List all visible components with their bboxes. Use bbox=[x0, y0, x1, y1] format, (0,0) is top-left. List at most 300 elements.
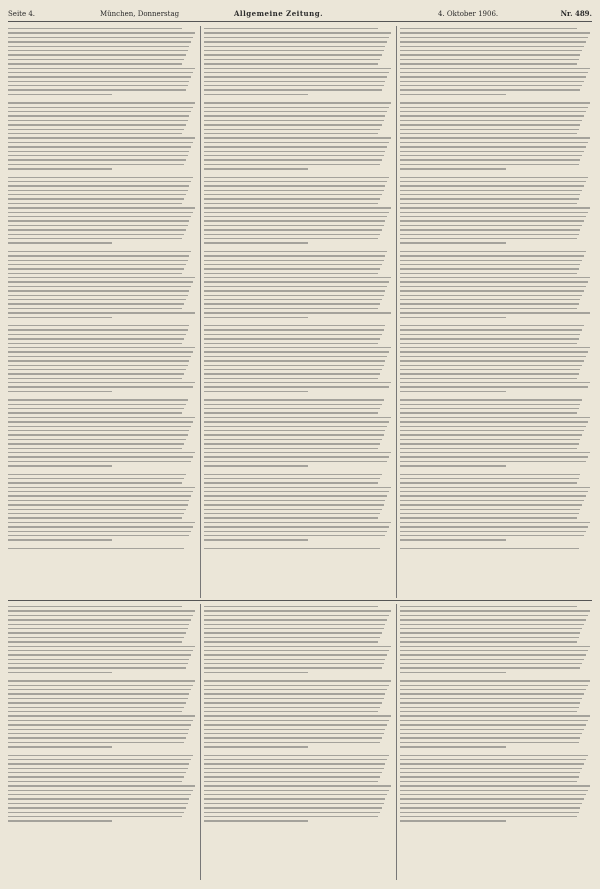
text-line bbox=[400, 207, 590, 208]
text-line bbox=[400, 50, 582, 51]
text-line bbox=[204, 426, 387, 427]
text-line bbox=[400, 517, 577, 518]
text-line bbox=[204, 430, 385, 431]
text-line bbox=[204, 59, 380, 60]
text-line bbox=[204, 137, 391, 138]
text-line bbox=[400, 513, 579, 514]
text-line bbox=[400, 242, 506, 243]
text-line bbox=[400, 531, 586, 532]
text-line bbox=[400, 76, 586, 77]
text-line bbox=[204, 177, 389, 178]
text-line bbox=[8, 434, 188, 435]
text-line bbox=[8, 531, 191, 532]
text-line bbox=[8, 715, 195, 716]
text-line bbox=[204, 807, 382, 808]
text-line bbox=[400, 190, 582, 191]
text-line bbox=[8, 763, 189, 764]
text-line bbox=[400, 632, 580, 633]
upper-column-1 bbox=[8, 28, 197, 594]
text-line bbox=[204, 194, 382, 195]
text-line bbox=[400, 785, 590, 786]
newspaper-title: Allgemeine Zeitung. bbox=[234, 9, 324, 18]
text-line bbox=[400, 115, 584, 116]
text-line bbox=[400, 495, 586, 496]
text-line bbox=[400, 637, 579, 638]
text-line bbox=[8, 194, 186, 195]
text-line bbox=[204, 203, 378, 204]
text-line bbox=[8, 685, 193, 686]
text-line bbox=[8, 72, 193, 73]
upper-column-3 bbox=[400, 28, 592, 594]
text-line bbox=[8, 317, 112, 318]
text-line bbox=[8, 281, 193, 282]
text-line bbox=[8, 606, 182, 607]
text-line bbox=[400, 329, 582, 330]
page-number: Seite 4. bbox=[8, 10, 36, 18]
text-line bbox=[8, 386, 193, 387]
text-line bbox=[400, 325, 584, 326]
text-line bbox=[204, 155, 384, 156]
text-line bbox=[8, 724, 191, 725]
text-line bbox=[204, 610, 391, 611]
text-line bbox=[400, 146, 586, 147]
text-line bbox=[8, 768, 188, 769]
text-line bbox=[400, 299, 580, 300]
text-line bbox=[400, 619, 586, 620]
text-line bbox=[204, 698, 384, 699]
text-line bbox=[400, 382, 590, 383]
text-line bbox=[8, 111, 191, 112]
text-line bbox=[400, 281, 588, 282]
text-line bbox=[8, 54, 186, 55]
text-line bbox=[400, 37, 588, 38]
text-line bbox=[8, 177, 193, 178]
text-line bbox=[8, 365, 188, 366]
text-line bbox=[204, 72, 389, 73]
text-line bbox=[8, 448, 182, 449]
text-line bbox=[204, 225, 384, 226]
text-line bbox=[204, 142, 389, 143]
text-line bbox=[204, 619, 387, 620]
text-line bbox=[400, 229, 580, 230]
header-rule bbox=[8, 21, 592, 22]
text-line bbox=[400, 711, 577, 712]
text-line bbox=[204, 124, 382, 125]
text-line bbox=[204, 85, 384, 86]
text-line bbox=[400, 124, 580, 125]
text-line bbox=[8, 680, 195, 681]
text-line bbox=[400, 255, 584, 256]
text-line bbox=[8, 781, 182, 782]
text-line bbox=[8, 404, 186, 405]
text-line bbox=[8, 85, 188, 86]
text-line bbox=[8, 94, 112, 95]
text-line bbox=[8, 369, 186, 370]
text-line bbox=[8, 338, 184, 339]
text-line bbox=[204, 737, 382, 738]
text-line bbox=[204, 408, 380, 409]
text-line bbox=[204, 790, 389, 791]
text-line bbox=[204, 417, 391, 418]
text-line bbox=[8, 663, 188, 664]
text-line bbox=[204, 526, 389, 527]
text-line bbox=[204, 268, 380, 269]
text-line bbox=[8, 124, 186, 125]
text-line bbox=[8, 299, 186, 300]
text-line bbox=[400, 290, 584, 291]
text-line bbox=[400, 386, 588, 387]
text-line bbox=[204, 190, 384, 191]
text-line bbox=[8, 146, 191, 147]
text-line bbox=[400, 155, 582, 156]
text-line bbox=[204, 229, 382, 230]
text-line bbox=[400, 41, 586, 42]
text-line bbox=[204, 632, 382, 633]
text-line bbox=[204, 452, 391, 453]
text-line bbox=[204, 264, 382, 265]
text-line bbox=[400, 693, 584, 694]
text-line bbox=[8, 120, 188, 121]
text-line bbox=[400, 421, 588, 422]
text-line bbox=[400, 343, 577, 344]
text-line bbox=[204, 281, 389, 282]
text-line bbox=[204, 465, 308, 466]
text-line bbox=[400, 615, 588, 616]
text-line bbox=[400, 794, 586, 795]
text-line bbox=[204, 94, 308, 95]
text-line bbox=[400, 482, 577, 483]
publication-date: 4. Oktober 1906. bbox=[438, 10, 499, 18]
text-line bbox=[400, 654, 586, 655]
text-line bbox=[204, 513, 380, 514]
text-line bbox=[8, 198, 184, 199]
text-line bbox=[204, 504, 384, 505]
text-line bbox=[400, 790, 588, 791]
text-line bbox=[400, 251, 586, 252]
text-line bbox=[8, 203, 182, 204]
text-line bbox=[204, 151, 385, 152]
text-line bbox=[400, 351, 588, 352]
text-line bbox=[8, 430, 189, 431]
text-line bbox=[204, 120, 384, 121]
text-line bbox=[8, 482, 182, 483]
text-line bbox=[204, 746, 308, 747]
text-line bbox=[400, 338, 579, 339]
text-line bbox=[8, 399, 188, 400]
text-line bbox=[204, 54, 382, 55]
text-line bbox=[8, 628, 188, 629]
text-line bbox=[8, 794, 191, 795]
text-line bbox=[204, 32, 391, 33]
text-line bbox=[8, 539, 112, 540]
text-line bbox=[8, 672, 112, 673]
text-line bbox=[400, 641, 577, 642]
text-line bbox=[8, 689, 191, 690]
text-line bbox=[8, 487, 195, 488]
text-line bbox=[8, 746, 112, 747]
text-line bbox=[400, 504, 582, 505]
text-line bbox=[400, 308, 577, 309]
text-line bbox=[8, 273, 182, 274]
text-line bbox=[204, 386, 389, 387]
text-line bbox=[8, 290, 189, 291]
text-line bbox=[204, 755, 389, 756]
text-line bbox=[204, 290, 385, 291]
text-line bbox=[8, 807, 186, 808]
text-line bbox=[8, 517, 182, 518]
feuilleton-column-2 bbox=[204, 606, 393, 879]
text-line bbox=[8, 115, 189, 116]
text-line bbox=[8, 421, 193, 422]
text-line bbox=[8, 711, 182, 712]
text-line bbox=[204, 487, 391, 488]
text-line bbox=[400, 216, 586, 217]
text-line bbox=[204, 654, 387, 655]
text-line bbox=[8, 812, 184, 813]
text-line bbox=[400, 724, 586, 725]
text-line bbox=[400, 312, 590, 313]
text-line bbox=[400, 487, 590, 488]
column-divider bbox=[396, 604, 397, 880]
text-line bbox=[204, 102, 391, 103]
text-line bbox=[204, 325, 385, 326]
text-line bbox=[8, 347, 195, 348]
text-line bbox=[204, 317, 308, 318]
text-line bbox=[8, 334, 186, 335]
text-line bbox=[204, 107, 389, 108]
text-line bbox=[204, 781, 378, 782]
text-line bbox=[400, 28, 577, 29]
text-line bbox=[204, 303, 380, 304]
text-line bbox=[8, 329, 188, 330]
text-line bbox=[8, 133, 182, 134]
text-line bbox=[400, 478, 579, 479]
text-line bbox=[400, 194, 580, 195]
text-line bbox=[204, 404, 382, 405]
text-line bbox=[8, 260, 188, 261]
text-line bbox=[204, 373, 380, 374]
text-line bbox=[8, 412, 182, 413]
text-line bbox=[400, 212, 588, 213]
text-line bbox=[8, 137, 195, 138]
text-line bbox=[8, 142, 193, 143]
text-line bbox=[400, 535, 584, 536]
text-line bbox=[8, 509, 186, 510]
text-line bbox=[204, 242, 308, 243]
text-line bbox=[8, 408, 184, 409]
text-line bbox=[204, 343, 378, 344]
text-line bbox=[8, 303, 184, 304]
text-line bbox=[204, 482, 378, 483]
text-line bbox=[400, 356, 586, 357]
text-line bbox=[204, 641, 378, 642]
text-line bbox=[204, 659, 385, 660]
text-line bbox=[8, 637, 184, 638]
text-line bbox=[400, 624, 584, 625]
text-line bbox=[204, 539, 308, 540]
text-line bbox=[8, 255, 189, 256]
text-line bbox=[8, 790, 193, 791]
text-line bbox=[8, 659, 189, 660]
text-line bbox=[8, 164, 184, 165]
text-line bbox=[400, 763, 584, 764]
text-line bbox=[400, 391, 506, 392]
text-line bbox=[8, 693, 189, 694]
text-line bbox=[8, 356, 191, 357]
text-line bbox=[400, 663, 582, 664]
text-line bbox=[400, 798, 584, 799]
text-line bbox=[400, 628, 582, 629]
text-line bbox=[400, 759, 586, 760]
text-line bbox=[8, 391, 112, 392]
text-line bbox=[8, 168, 112, 169]
text-line bbox=[204, 28, 378, 29]
text-line bbox=[8, 729, 189, 730]
text-line bbox=[204, 63, 378, 64]
text-line bbox=[400, 220, 584, 221]
text-line bbox=[204, 522, 391, 523]
text-line bbox=[204, 448, 378, 449]
text-line bbox=[400, 63, 577, 64]
text-line bbox=[400, 667, 580, 668]
feuilleton-rule bbox=[8, 600, 592, 601]
text-line bbox=[8, 759, 191, 760]
text-line bbox=[400, 772, 580, 773]
text-line bbox=[204, 207, 391, 208]
text-line bbox=[400, 334, 580, 335]
text-line bbox=[400, 702, 580, 703]
text-line bbox=[204, 37, 389, 38]
text-line bbox=[8, 81, 189, 82]
text-line bbox=[8, 89, 186, 90]
column-divider bbox=[200, 604, 201, 880]
text-line bbox=[400, 434, 582, 435]
text-line bbox=[400, 142, 588, 143]
text-line bbox=[8, 513, 184, 514]
text-line bbox=[400, 81, 584, 82]
text-line bbox=[204, 812, 380, 813]
text-line bbox=[400, 347, 590, 348]
text-line bbox=[204, 646, 391, 647]
text-line bbox=[400, 707, 579, 708]
text-line bbox=[204, 68, 391, 69]
text-line bbox=[8, 382, 195, 383]
text-line bbox=[204, 456, 389, 457]
text-line bbox=[400, 776, 579, 777]
page-header bbox=[8, 7, 592, 21]
text-line bbox=[400, 746, 506, 747]
text-line bbox=[400, 461, 586, 462]
text-line bbox=[400, 268, 579, 269]
text-line bbox=[204, 672, 308, 673]
text-line bbox=[400, 474, 580, 475]
text-line bbox=[400, 737, 580, 738]
text-line bbox=[8, 212, 193, 213]
text-line bbox=[8, 220, 189, 221]
text-line bbox=[204, 351, 389, 352]
text-line bbox=[400, 137, 590, 138]
text-line bbox=[8, 216, 191, 217]
lower-column-3 bbox=[400, 606, 592, 879]
text-line bbox=[8, 151, 189, 152]
text-line bbox=[204, 820, 308, 821]
text-line bbox=[400, 198, 579, 199]
text-line bbox=[204, 251, 387, 252]
text-line bbox=[400, 185, 584, 186]
text-line bbox=[400, 417, 590, 418]
text-line bbox=[8, 185, 189, 186]
text-line bbox=[8, 798, 189, 799]
text-line bbox=[204, 715, 391, 716]
text-line bbox=[204, 461, 387, 462]
text-line bbox=[204, 535, 385, 536]
text-line bbox=[400, 277, 590, 278]
text-line bbox=[204, 41, 387, 42]
text-line bbox=[204, 329, 384, 330]
text-line bbox=[400, 659, 584, 660]
text-line bbox=[204, 615, 389, 616]
text-line bbox=[400, 59, 579, 60]
text-line bbox=[8, 41, 191, 42]
text-line bbox=[8, 624, 189, 625]
text-line bbox=[204, 711, 378, 712]
text-line bbox=[400, 439, 580, 440]
text-line bbox=[400, 548, 579, 549]
text-line bbox=[8, 707, 184, 708]
text-line bbox=[204, 46, 385, 47]
text-line bbox=[400, 404, 580, 405]
text-line bbox=[400, 465, 506, 466]
text-line bbox=[204, 334, 382, 335]
text-line bbox=[8, 535, 189, 536]
text-line bbox=[8, 286, 191, 287]
text-line bbox=[400, 260, 582, 261]
text-line bbox=[400, 238, 577, 239]
text-line bbox=[400, 168, 506, 169]
text-line bbox=[400, 606, 577, 607]
text-line bbox=[8, 238, 182, 239]
text-line bbox=[400, 698, 582, 699]
text-line bbox=[400, 151, 584, 152]
text-line bbox=[204, 255, 385, 256]
text-line bbox=[204, 50, 384, 51]
text-line bbox=[204, 277, 391, 278]
text-line bbox=[204, 785, 391, 786]
text-line bbox=[400, 733, 582, 734]
text-line bbox=[400, 369, 580, 370]
text-line bbox=[8, 742, 184, 743]
text-line bbox=[8, 59, 184, 60]
text-line bbox=[8, 615, 193, 616]
text-line bbox=[8, 308, 182, 309]
text-line bbox=[400, 365, 582, 366]
text-line bbox=[400, 803, 582, 804]
text-line bbox=[204, 650, 389, 651]
text-line bbox=[204, 308, 378, 309]
text-line bbox=[204, 89, 382, 90]
text-line bbox=[400, 452, 590, 453]
text-line bbox=[8, 76, 191, 77]
text-line bbox=[8, 107, 193, 108]
text-line bbox=[400, 448, 577, 449]
text-line bbox=[400, 807, 580, 808]
text-line bbox=[8, 641, 182, 642]
text-line bbox=[400, 812, 579, 813]
text-line bbox=[400, 360, 584, 361]
text-line bbox=[400, 264, 580, 265]
column-divider bbox=[396, 26, 397, 598]
text-line bbox=[204, 212, 389, 213]
